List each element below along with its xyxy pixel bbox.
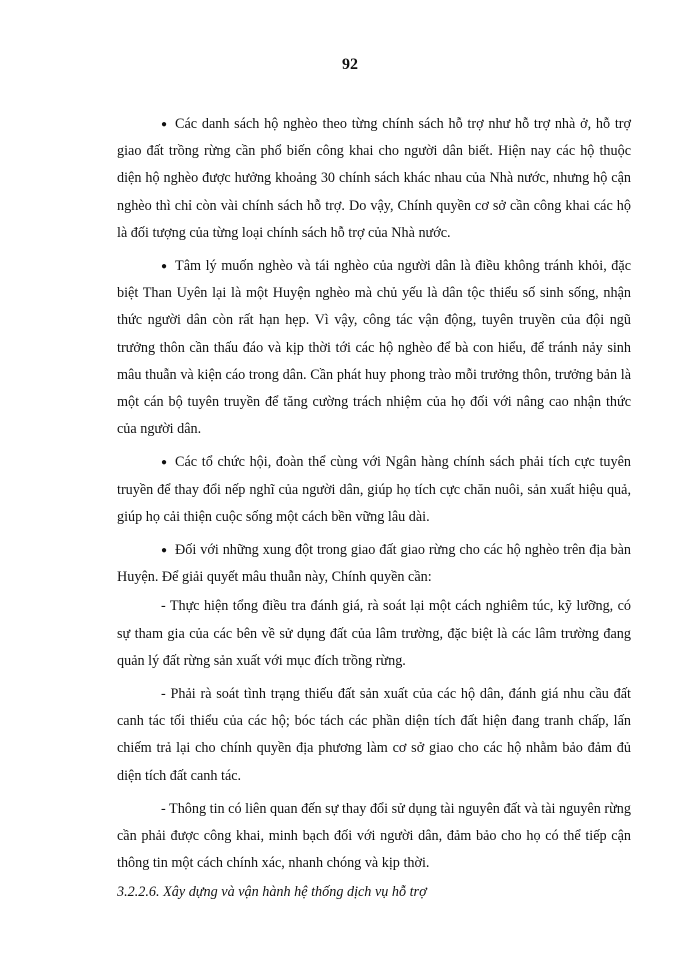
bullet-paragraph-4	[117, 537, 631, 591]
paragraph-text: - Phải rà soát tình trạng thiếu đất sản xuất của các hộ dân, đánh giá nhu cầu đất canh tác tối thiểu của các hộ; bóc tách các phần diện tích đất hiện đang tranh chấp, lấn chiếm trả lại cho chính quyền địa phương làm cơ sở giao cho các hộ nhằm bảo đảm đủ diện tích đất canh tác.	[117, 686, 631, 784]
paragraph-text: Các tổ chức hội, đoàn thể cùng với Ngân hàng chính sách phải tích cực tuyên truyền để thay đổi nếp nghĩ của người dân, giúp họ tích cực chăn nuôi, sản xuất hiệu quả, giúp họ cải thiện cuộc sống một cách bền vững lâu dài.	[117, 454, 631, 525]
dash-paragraph-2	[117, 681, 631, 790]
bullet-icon: ●	[161, 119, 168, 130]
bullet-paragraph-3	[117, 449, 631, 531]
section-heading: 3.2.2.6. Xây dựng và vận hành hệ thống dịch vụ hỗ trợ	[117, 884, 427, 901]
dash-paragraph-1	[117, 593, 631, 675]
paragraph-text: Các danh sách hộ nghèo theo từng chính sách hỗ trợ như hỗ trợ nhà ở, hỗ trợ giao đất trồng rừng cần phổ biến công khai cho người dân biết. Hiện nay các hộ thuộc diện hộ nghèo được hưởng khoảng 30 chính sách khác nhau của Nhà nước, nhưng hộ cận nghèo thì chỉ còn vài chính sách hỗ trợ. Do vậy, Chính quyền cơ sở cần công khai các hộ là đối tượng của từng loại chính sách hỗ trợ của Nhà nước.	[117, 116, 631, 241]
bullet-icon: ●	[161, 457, 168, 469]
bullet-icon: ●	[161, 545, 168, 557]
paragraph-text: - Thông tin có liên quan đến sự thay đổi sử dụng tài nguyên đất và tài nguyên rừng cần phải được công khai, minh bạch đối với người dân, đảm bảo cho họ có thể tiếp cận thông tin một cách chính xác, nhanh chóng và kịp thời.	[117, 800, 631, 872]
paragraph-text: Đối với những xung đột trong giao đất giao rừng cho các hộ nghèo trên địa bàn Huyện. Để giải quyết mâu thuẫn này, Chính quyền cần:	[117, 542, 631, 586]
dash-paragraph-3	[117, 796, 631, 878]
document-body	[117, 111, 631, 907]
paragraph-text: - Thực hiện tổng điều tra đánh giá, rà soát lại một cách nghiêm túc, kỹ lưỡng, có sự tham gia của các bên về sử dụng đất của lâm trường, đặc biệt là các lâm trường đang quản lý đất rừng sản xuất với mục đích trồng rừng.	[117, 598, 631, 669]
paragraph-text: Tâm lý muốn nghèo và tái nghèo của người dân là điều không tránh khỏi, đặc biệt Than Uyên lại là một Huyện nghèo mà chủ yếu là dân tộc thiểu số sinh sống, nhận thức người dân còn rất hạn hẹp. Vì vậy, công tác vận động, tuyên truyền của đội ngũ trưởng thôn cần thấu đáo và kịp thời tới các hộ nghèo để bà con hiểu, để tránh nảy sinh mâu thuẫn và kiện cáo trong dân. Cần phát huy phong trào mỗi trưởng thôn, trưởng bản là một cán bộ tuyên truyền để tăng cường trách nhiệm của họ đối với nâng cao nhận thức của người dân.	[117, 258, 631, 438]
bullet-icon: ●	[161, 261, 168, 273]
page-number: 92	[342, 56, 358, 73]
bullet-paragraph-1	[117, 111, 631, 247]
bullet-paragraph-2	[117, 253, 631, 443]
